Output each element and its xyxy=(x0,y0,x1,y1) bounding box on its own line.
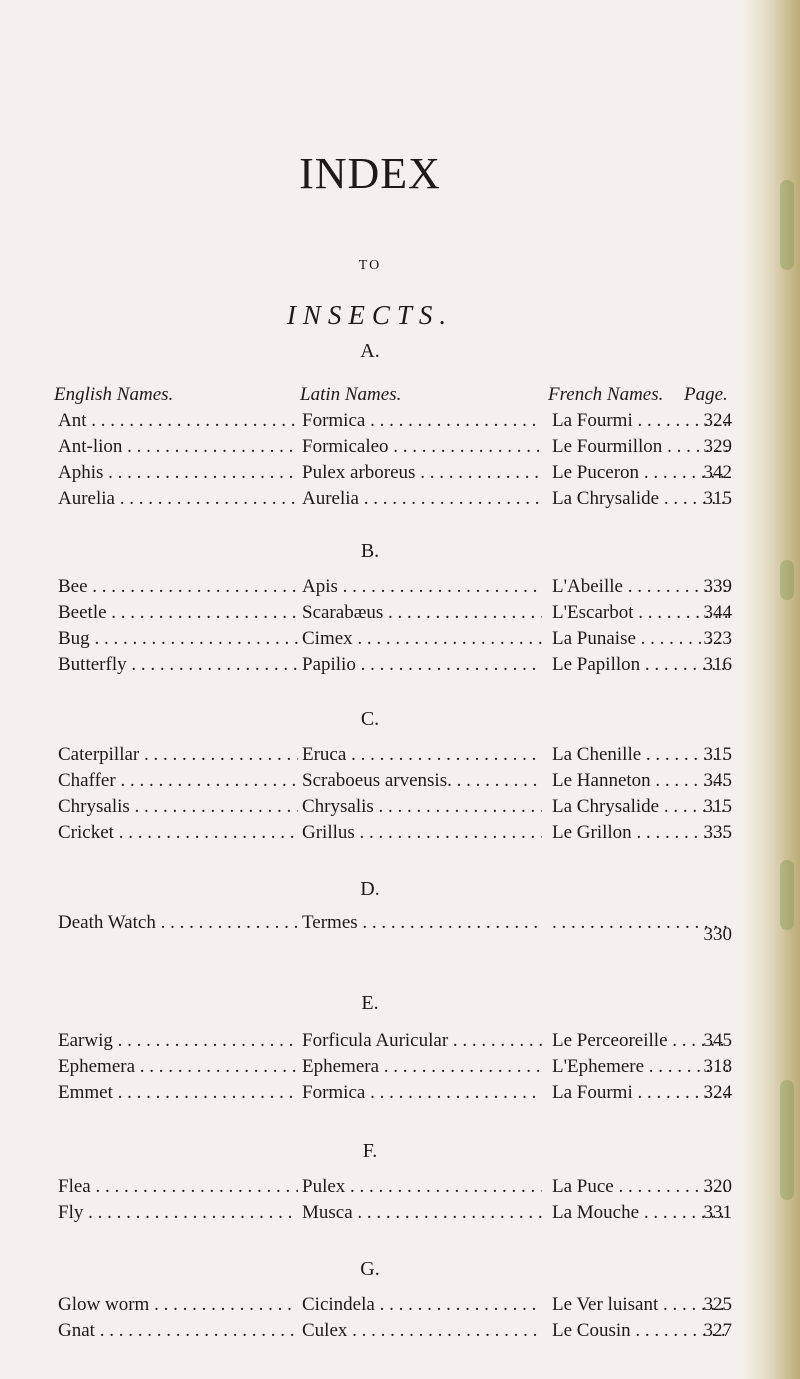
french-name: La Puce . . . xyxy=(552,1176,728,1198)
header-latin: Latin Names. xyxy=(300,384,402,405)
page-number: 345 xyxy=(703,770,732,791)
section-letter-g: G. xyxy=(360,1258,380,1280)
french-name: La Fourmi . . . xyxy=(552,1082,728,1104)
french-name: L'Escarbot . . . xyxy=(552,602,728,624)
english-name: Fly . . . xyxy=(58,1202,298,1224)
latin-name: Formica . . . xyxy=(302,1082,542,1104)
french-name: La Chenille . . . xyxy=(552,744,728,766)
french-name: La Chrysalide . . . xyxy=(552,796,728,818)
page-number: 331 xyxy=(703,1202,732,1223)
page-number: 339 xyxy=(703,576,732,597)
latin-name: Pulex arboreus . . . xyxy=(302,462,542,484)
page-number: 323 xyxy=(703,628,732,649)
french-name: Le Papillon . . . xyxy=(552,654,728,676)
english-name: Ant . . . xyxy=(58,410,298,432)
french-name: La Punaise . . . xyxy=(552,628,728,650)
french-name: La Mouche . . . xyxy=(552,1202,728,1224)
section-letter-a: A. xyxy=(360,340,380,362)
latin-name: Formicaleo . . . xyxy=(302,436,542,458)
section-letter-e: E. xyxy=(361,992,379,1014)
english-name: Aurelia . . . xyxy=(58,488,298,510)
page-number: 330 xyxy=(703,924,732,945)
page-number: 345 xyxy=(703,1030,732,1051)
section-letter-d: D. xyxy=(360,878,380,900)
english-name: Glow worm . . . xyxy=(58,1294,298,1316)
french-name: Le Perceoreille . . . xyxy=(552,1030,728,1052)
english-name: Emmet . . . xyxy=(58,1082,298,1104)
latin-name: Pulex . . . xyxy=(302,1176,542,1198)
latin-name: Ephemera . . . xyxy=(302,1056,542,1078)
french-name: La Chrysalide . . . xyxy=(552,488,728,510)
latin-name: Formica . . . xyxy=(302,410,542,432)
page-number: 344 xyxy=(703,602,732,623)
english-name: Bug . . . xyxy=(58,628,298,650)
section-letter-b: B. xyxy=(360,540,380,562)
english-name: Chrysalis . . . xyxy=(58,796,298,818)
page-number: 315 xyxy=(703,488,732,509)
page-number: 335 xyxy=(703,822,732,843)
latin-name: Eruca . . . xyxy=(302,744,542,766)
latin-name: Chrysalis . . . xyxy=(302,796,542,818)
french-name: Le Hanneton . . . xyxy=(552,770,728,792)
latin-name: Forficula Auricular . . . xyxy=(302,1030,542,1052)
english-name: Butterfly . . . xyxy=(58,654,298,676)
english-name: Ant-lion . . . xyxy=(58,436,298,458)
latin-name: Aurelia . . . xyxy=(302,488,542,510)
page-title: INDEX xyxy=(299,149,441,198)
french-name: Le Fourmillon . . . xyxy=(552,436,728,458)
latin-name: Musca . . . xyxy=(302,1202,542,1224)
english-name: Beetle . . . xyxy=(58,602,298,624)
english-name: Earwig . . . xyxy=(58,1030,298,1052)
english-name: Caterpillar . . . xyxy=(58,744,298,766)
page-number: 315 xyxy=(703,744,732,765)
english-name: Ephemera . . . xyxy=(58,1056,298,1078)
page-title-to: TO xyxy=(358,258,382,273)
latin-name: Cimex . . . xyxy=(302,628,542,650)
page-number: 318 xyxy=(703,1056,732,1077)
section-letter-f: F. xyxy=(362,1140,378,1162)
english-name: Chaffer . . . xyxy=(58,770,298,792)
section-letter-c: C. xyxy=(360,708,380,730)
english-name: Flea . . . xyxy=(58,1176,298,1198)
header-french: French Names. xyxy=(548,384,664,405)
page-subtitle: INSECTS. xyxy=(286,300,454,330)
english-name: Gnat . . . xyxy=(58,1320,298,1342)
page-number: 327 xyxy=(703,1320,732,1341)
english-name: Death Watch . . . xyxy=(58,912,298,934)
latin-name: Termes . . . xyxy=(302,912,542,934)
latin-name: Culex . . . xyxy=(302,1320,542,1342)
english-name: Aphis . . . xyxy=(58,462,298,484)
page-number: 315 xyxy=(703,796,732,817)
page-number: 325 xyxy=(703,1294,732,1315)
french-name: Le Puceron . . . xyxy=(552,462,728,484)
french-name: Le Grillon . . . xyxy=(552,822,728,844)
french-name: Le Cousin . . . xyxy=(552,1320,728,1342)
french-name: L'Abeille . . . xyxy=(552,576,728,598)
header-english: English Names. xyxy=(54,384,174,405)
latin-name: Apis . . . xyxy=(302,576,542,598)
latin-name: Cicindela . . . xyxy=(302,1294,542,1316)
latin-name: Grillus . . . xyxy=(302,822,542,844)
page-number: 329 xyxy=(703,436,732,457)
latin-name: Papilio . . . xyxy=(302,654,542,676)
header-page: Page. xyxy=(684,384,728,405)
latin-name: Scraboeus arvensis. . . . xyxy=(302,770,542,792)
latin-name: Scarabæus . . . xyxy=(302,602,542,624)
english-name: Bee . . . xyxy=(58,576,298,598)
page-number: 324 xyxy=(703,410,732,431)
page-number: 316 xyxy=(703,654,732,675)
english-name: Cricket . . . xyxy=(58,822,298,844)
page-number: 324 xyxy=(703,1082,732,1103)
french-name: L'Ephemere . . . xyxy=(552,1056,728,1078)
page-edge xyxy=(742,0,800,1379)
page-number: 342 xyxy=(703,462,732,483)
french-name: Le Ver luisant . . . xyxy=(552,1294,728,1316)
page-number: 320 xyxy=(703,1176,732,1197)
french-name: La Fourmi . . . xyxy=(552,410,728,432)
